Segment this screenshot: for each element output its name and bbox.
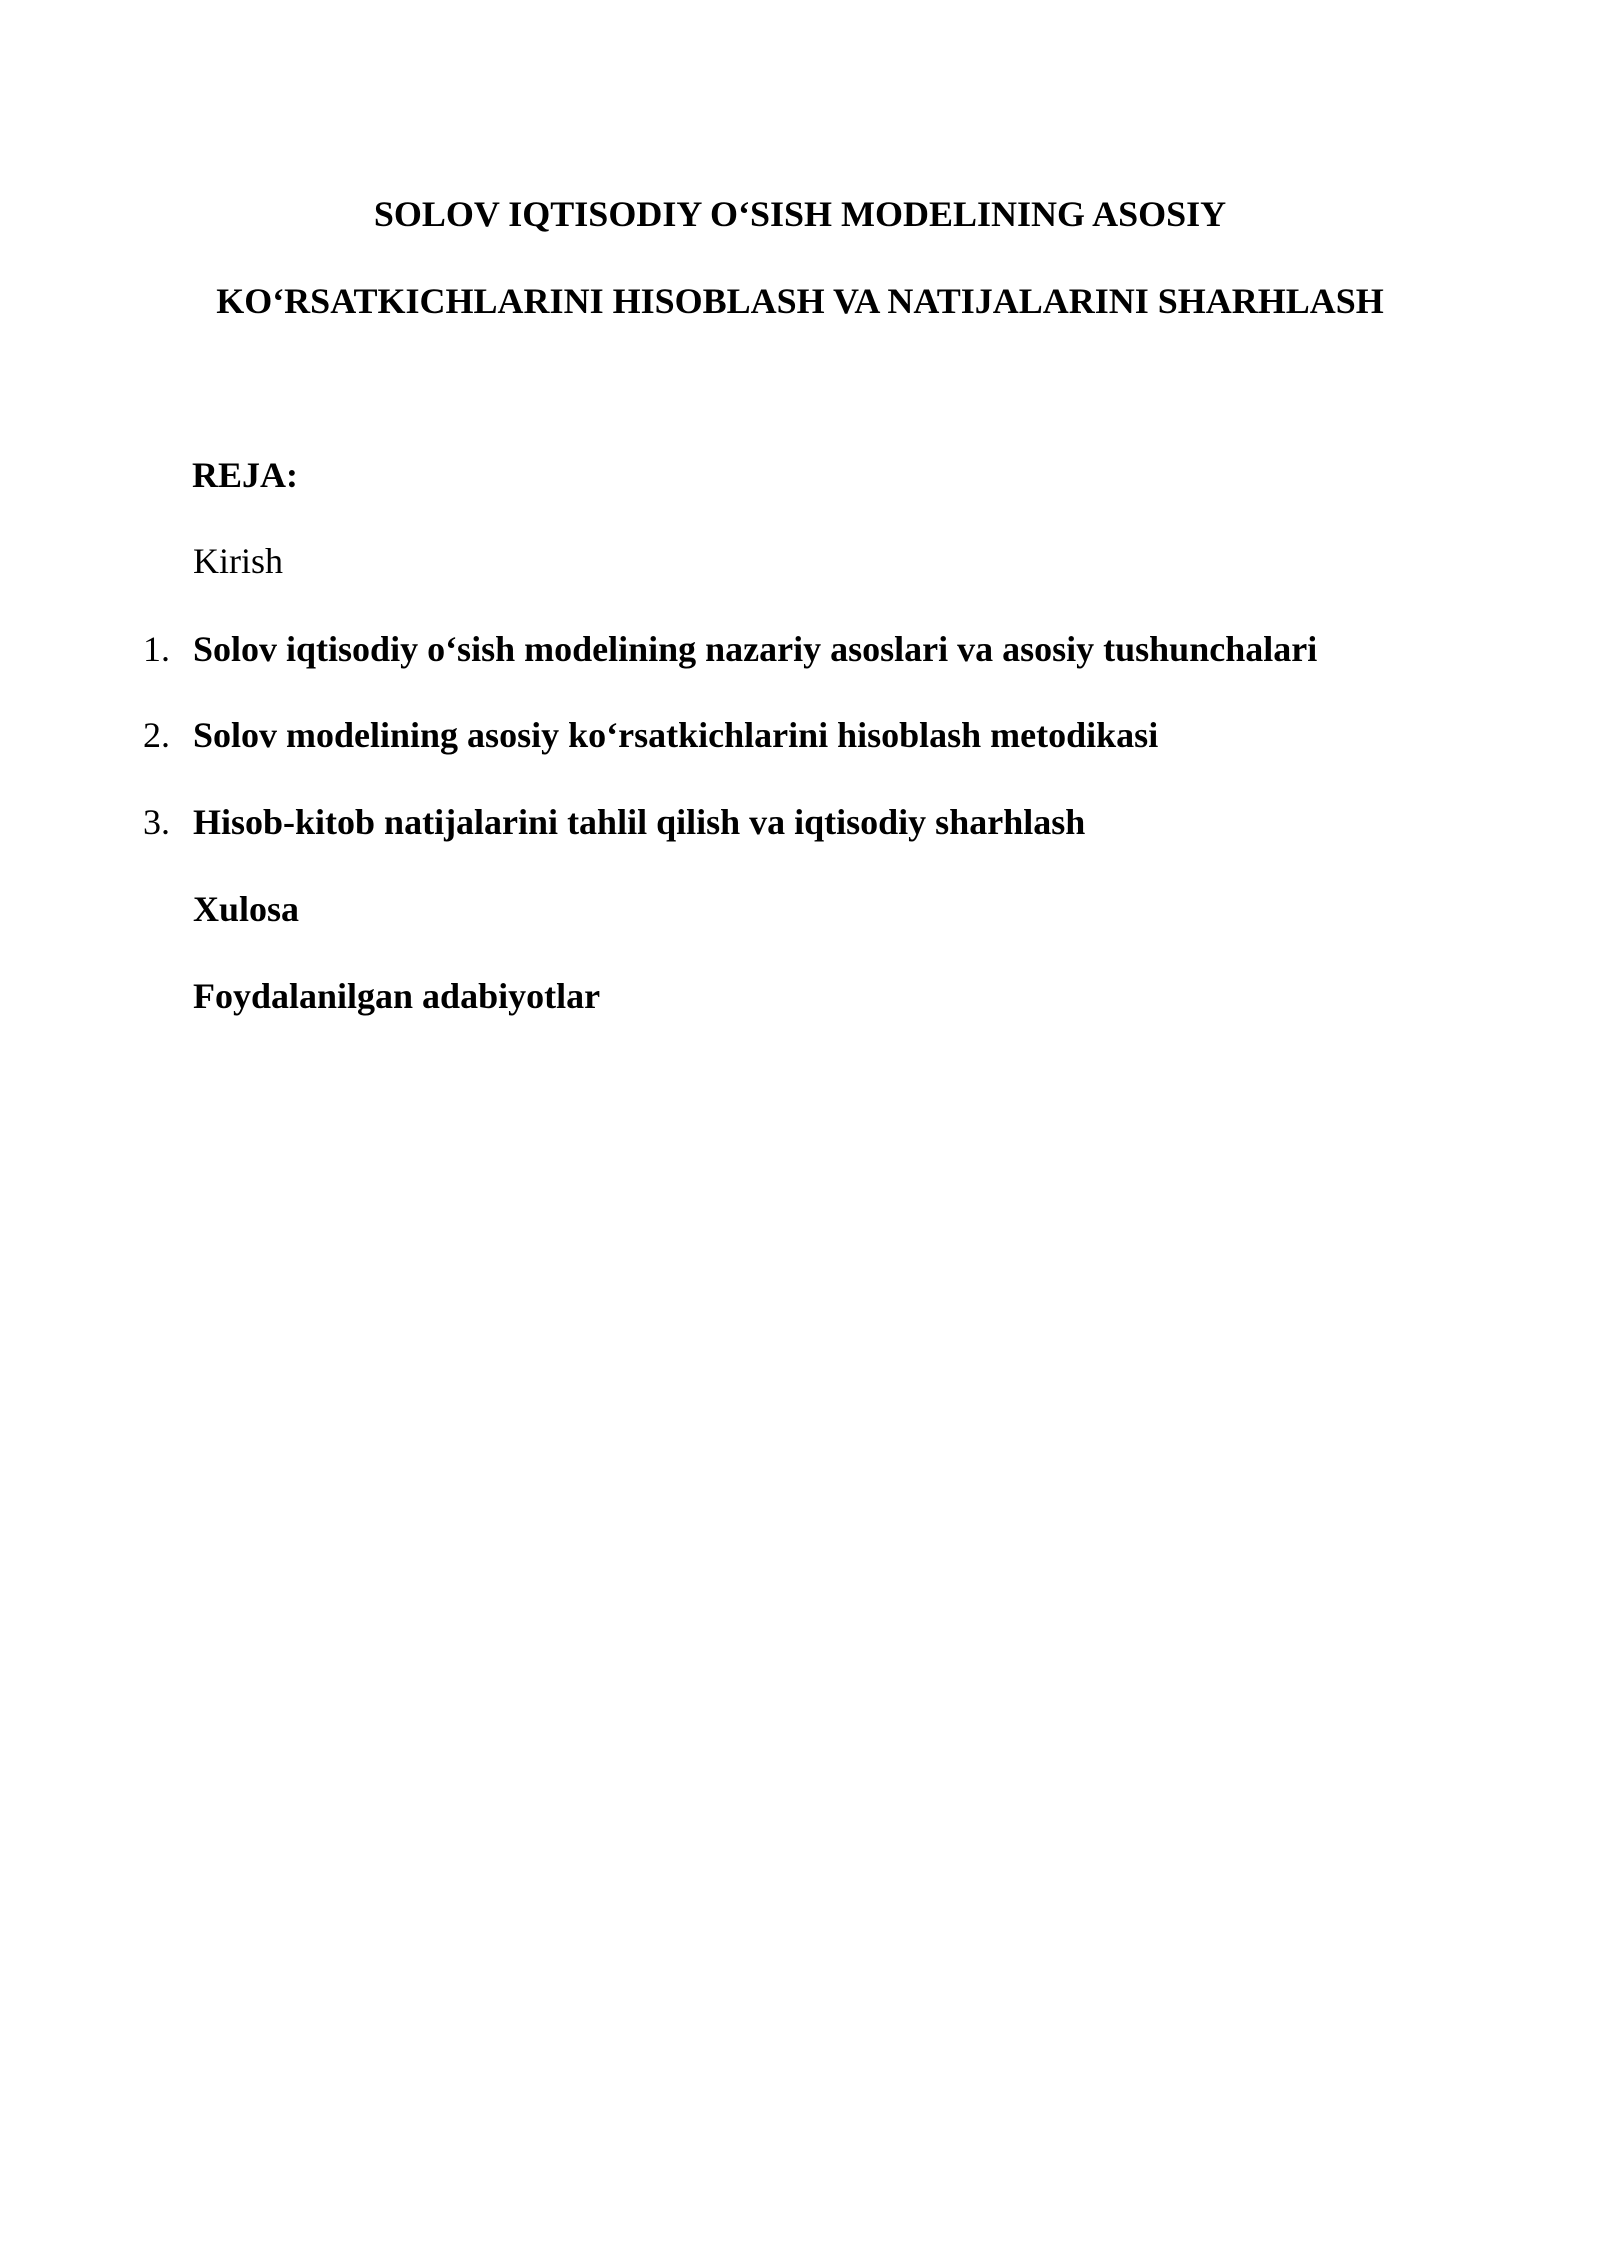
toc-item-2-text: Solov modelining asosiy ko‘rsatkichlarini hisoblash metodikasi (193, 715, 1159, 755)
toc-item-2-number: 2. (143, 715, 170, 755)
toc-references: Foydalanilgan adabiyotlar (193, 976, 601, 1016)
toc-item-1-number: 1. (143, 629, 170, 669)
toc-conclusion: Xulosa (193, 889, 300, 929)
toc-item-3-text: Hisob-kitob natijalarini tahlil qilish va iqtisodiy sharhlash (193, 802, 1086, 842)
toc-intro: Kirish (193, 541, 283, 581)
plan-heading: REJA: (192, 455, 298, 495)
toc-item-1-text: Solov iqtisodiy o‘sish modelining nazariy asoslari va asosiy tushunchalari (193, 629, 1318, 669)
title-line-2: KO‘RSATKICHLARINI HISOBLASH VA NATIJALARINI SHARHLASH (216, 281, 1384, 321)
title-line-1: SOLOV IQTISODIY O‘SISH MODELINING ASOSIY (373, 194, 1227, 234)
toc-item-3-number: 3. (143, 802, 170, 842)
